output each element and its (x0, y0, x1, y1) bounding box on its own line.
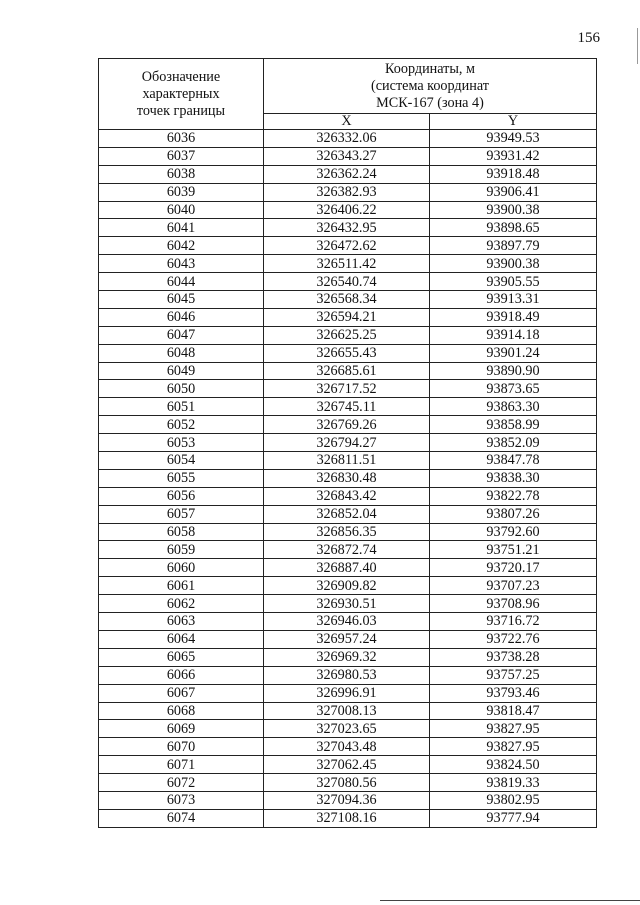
y-coordinate-cell: 93913.31 (430, 291, 597, 309)
y-coordinate-cell: 93720.17 (430, 559, 597, 577)
point-id-cell: 6064 (99, 630, 264, 648)
table-row (99, 505, 597, 523)
point-id-cell: 6049 (99, 362, 264, 380)
y-coordinate-cell: 93897.79 (430, 237, 597, 255)
table-row (99, 577, 597, 595)
point-id-cell: 6040 (99, 201, 264, 219)
table-row (99, 130, 597, 148)
x-coordinate-cell: 326594.21 (264, 308, 430, 326)
x-coordinate-cell: 326980.53 (264, 666, 430, 684)
point-id-cell: 6058 (99, 523, 264, 541)
table-row (99, 523, 597, 541)
page-number: 156 (577, 30, 600, 46)
y-coordinate-cell: 93905.55 (430, 273, 597, 291)
point-id-cell: 6061 (99, 577, 264, 595)
table-row (99, 237, 597, 255)
y-coordinate-cell: 93918.48 (430, 165, 597, 183)
y-coordinate-cell: 93827.95 (430, 720, 597, 738)
x-coordinate-cell: 326717.52 (264, 380, 430, 398)
table-row (99, 147, 597, 165)
header-x: X (264, 114, 430, 130)
point-id-cell: 6056 (99, 487, 264, 505)
point-id-cell: 6055 (99, 469, 264, 487)
x-coordinate-cell: 327108.16 (264, 809, 430, 827)
table-row (99, 702, 597, 720)
x-coordinate-cell: 326843.42 (264, 487, 430, 505)
x-coordinate-cell: 326852.04 (264, 505, 430, 523)
point-id-cell: 6054 (99, 452, 264, 470)
x-coordinate-cell: 326769.26 (264, 416, 430, 434)
x-coordinate-cell: 326830.48 (264, 469, 430, 487)
point-id-cell: 6069 (99, 720, 264, 738)
point-id-cell: 6041 (99, 219, 264, 237)
y-coordinate-cell: 93900.38 (430, 201, 597, 219)
x-coordinate-cell: 326432.95 (264, 219, 430, 237)
table-row (99, 380, 597, 398)
x-coordinate-cell: 326930.51 (264, 595, 430, 613)
table-row (99, 809, 597, 827)
y-coordinate-cell: 93824.50 (430, 756, 597, 774)
header-label-line: точек границы (136, 102, 226, 119)
x-coordinate-cell: 326909.82 (264, 577, 430, 595)
point-id-cell: 6063 (99, 613, 264, 631)
x-coordinate-cell: 326540.74 (264, 273, 430, 291)
y-coordinate-cell: 93852.09 (430, 434, 597, 452)
point-id-cell: 6046 (99, 308, 264, 326)
table-row (99, 201, 597, 219)
y-coordinate-cell: 93802.95 (430, 791, 597, 809)
y-coordinate-cell: 93931.42 (430, 147, 597, 165)
x-coordinate-cell: 326887.40 (264, 559, 430, 577)
header-coords-line: МСК-167 (зона 4) (376, 94, 484, 111)
point-id-cell: 6048 (99, 344, 264, 362)
x-coordinate-cell: 326794.27 (264, 434, 430, 452)
table-row (99, 344, 597, 362)
table-row (99, 666, 597, 684)
y-coordinate-cell: 93757.25 (430, 666, 597, 684)
x-coordinate-cell: 326745.11 (264, 398, 430, 416)
point-id-cell: 6043 (99, 255, 264, 273)
table-row (99, 791, 597, 809)
x-coordinate-cell: 326856.35 (264, 523, 430, 541)
y-coordinate-cell: 93822.78 (430, 487, 597, 505)
header-label-line: характерных (142, 85, 220, 102)
x-coordinate-cell: 326957.24 (264, 630, 430, 648)
point-id-cell: 6050 (99, 380, 264, 398)
x-coordinate-cell: 326996.91 (264, 684, 430, 702)
point-id-cell: 6053 (99, 434, 264, 452)
x-coordinate-cell: 326872.74 (264, 541, 430, 559)
point-id-cell: 6057 (99, 505, 264, 523)
y-coordinate-cell: 93793.46 (430, 684, 597, 702)
point-id-cell: 6052 (99, 416, 264, 434)
x-coordinate-cell: 326811.51 (264, 452, 430, 470)
point-id-cell: 6045 (99, 291, 264, 309)
point-id-cell: 6074 (99, 809, 264, 827)
table-row (99, 308, 597, 326)
point-id-cell: 6066 (99, 666, 264, 684)
table-row (99, 219, 597, 237)
y-coordinate-cell: 93807.26 (430, 505, 597, 523)
y-coordinate-cell: 93906.41 (430, 183, 597, 201)
scan-edge-line (637, 28, 638, 64)
table-row (99, 648, 597, 666)
point-id-cell: 6037 (99, 147, 264, 165)
point-id-cell: 6051 (99, 398, 264, 416)
header-coordinates (264, 59, 597, 114)
x-coordinate-cell: 326362.24 (264, 165, 430, 183)
table-row (99, 630, 597, 648)
x-coordinate-cell: 326511.42 (264, 255, 430, 273)
header-y: Y (430, 114, 597, 130)
point-id-cell: 6062 (99, 595, 264, 613)
x-coordinate-cell: 327008.13 (264, 702, 430, 720)
y-coordinate-cell: 93873.65 (430, 380, 597, 398)
header-label-line: Обозначение (141, 68, 221, 85)
table-row (99, 595, 597, 613)
point-id-cell: 6072 (99, 774, 264, 792)
x-coordinate-cell: 327094.36 (264, 791, 430, 809)
point-id-cell: 6039 (99, 183, 264, 201)
x-coordinate-cell: 326472.62 (264, 237, 430, 255)
table-row (99, 738, 597, 756)
x-coordinate-cell: 326946.03 (264, 613, 430, 631)
y-coordinate-cell: 93847.78 (430, 452, 597, 470)
y-coordinate-cell: 93716.72 (430, 613, 597, 631)
y-coordinate-cell: 93707.23 (430, 577, 597, 595)
y-coordinate-cell: 93722.76 (430, 630, 597, 648)
y-coordinate-cell: 93708.96 (430, 595, 597, 613)
table-row (99, 398, 597, 416)
y-coordinate-cell: 93777.94 (430, 809, 597, 827)
x-coordinate-cell: 326406.22 (264, 201, 430, 219)
y-coordinate-cell: 93918.49 (430, 308, 597, 326)
table-row (99, 273, 597, 291)
table-row (99, 469, 597, 487)
point-id-cell: 6068 (99, 702, 264, 720)
point-id-cell: 6059 (99, 541, 264, 559)
table-row (99, 684, 597, 702)
x-coordinate-cell: 326625.25 (264, 326, 430, 344)
point-id-cell: 6044 (99, 273, 264, 291)
x-coordinate-cell: 326655.43 (264, 344, 430, 362)
x-coordinate-cell: 326969.32 (264, 648, 430, 666)
point-id-cell: 6042 (99, 237, 264, 255)
y-coordinate-cell: 93792.60 (430, 523, 597, 541)
table-row (99, 756, 597, 774)
y-coordinate-cell: 93819.33 (430, 774, 597, 792)
point-id-cell: 6070 (99, 738, 264, 756)
header-point-label (99, 59, 264, 130)
table-row (99, 541, 597, 559)
y-coordinate-cell: 93751.21 (430, 541, 597, 559)
y-coordinate-cell: 93838.30 (430, 469, 597, 487)
header-coords-line: (система координат (371, 77, 489, 94)
point-id-cell: 6065 (99, 648, 264, 666)
table-row (99, 291, 597, 309)
table-row (99, 452, 597, 470)
point-id-cell: 6060 (99, 559, 264, 577)
header-coords-line: Координаты, м (385, 60, 475, 77)
x-coordinate-cell: 326568.34 (264, 291, 430, 309)
x-coordinate-cell: 326332.06 (264, 130, 430, 148)
table-row (99, 255, 597, 273)
footer-rule (380, 900, 640, 901)
table-row (99, 326, 597, 344)
point-id-cell: 6047 (99, 326, 264, 344)
point-id-cell: 6067 (99, 684, 264, 702)
table-row (99, 559, 597, 577)
y-coordinate-cell: 93738.28 (430, 648, 597, 666)
table-row (99, 434, 597, 452)
x-coordinate-cell: 327080.56 (264, 774, 430, 792)
x-coordinate-cell: 327043.48 (264, 738, 430, 756)
table-body (99, 130, 597, 828)
y-coordinate-cell: 93900.38 (430, 255, 597, 273)
table-row (99, 416, 597, 434)
x-coordinate-cell: 327023.65 (264, 720, 430, 738)
x-coordinate-cell: 327062.45 (264, 756, 430, 774)
y-coordinate-cell: 93901.24 (430, 344, 597, 362)
table-row (99, 165, 597, 183)
table-row (99, 720, 597, 738)
x-coordinate-cell: 326685.61 (264, 362, 430, 380)
coordinates-table (98, 58, 597, 828)
table-row (99, 774, 597, 792)
table-row (99, 183, 597, 201)
point-id-cell: 6071 (99, 756, 264, 774)
y-coordinate-cell: 93863.30 (430, 398, 597, 416)
point-id-cell: 6038 (99, 165, 264, 183)
y-coordinate-cell: 93914.18 (430, 326, 597, 344)
y-coordinate-cell: 93949.53 (430, 130, 597, 148)
point-id-cell: 6073 (99, 791, 264, 809)
y-coordinate-cell: 93858.99 (430, 416, 597, 434)
y-coordinate-cell: 93827.95 (430, 738, 597, 756)
table-row (99, 613, 597, 631)
y-coordinate-cell: 93898.65 (430, 219, 597, 237)
table-row (99, 487, 597, 505)
x-coordinate-cell: 326382.93 (264, 183, 430, 201)
point-id-cell: 6036 (99, 130, 264, 148)
y-coordinate-cell: 93890.90 (430, 362, 597, 380)
x-coordinate-cell: 326343.27 (264, 147, 430, 165)
y-coordinate-cell: 93818.47 (430, 702, 597, 720)
table-row (99, 362, 597, 380)
